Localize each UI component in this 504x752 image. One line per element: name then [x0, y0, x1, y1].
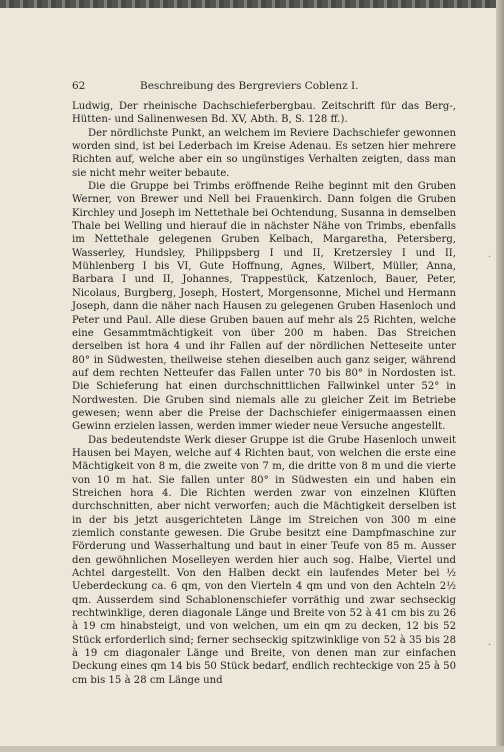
page-bottom-edge [0, 746, 504, 752]
paragraph: Der nördlichste Punkt, an welchem im Reviere Dachschiefer gewonnen worden sind, ist bei Lederbach im Kreise Adenau. Es setzen hier mehrere Richten auf, welche aber ein so ungünstiges Verhalten zeigten, dass man sie nicht mehr weiter bebaute. [72, 127, 456, 179]
page-number: 62 [72, 80, 86, 92]
paragraph: Ludwig, Der rheinische Dachschieferbergbau. Zeitschrift für das Berg-, Hütten- und Salinenwesen Bd. XV, Abth. B, S. 128 ff.). [72, 101, 456, 126]
paragraph: Die die Gruppe bei Trimbs eröffnende Reihe beginnt mit den Gruben Werner, von Brewer und Nell bei Frauenkirch. Dann folgen die Gruben Kirchley und Joseph im Nettethale bei Ochtendung, Susanna in demselben Thale bei Welling und hierauf die in nächster Nähe von Trimbs, ebenfalls im Nettethale gelegenen Gruben Kelbach, Margaretha, Petersberg, Wasserley, Hundsley, Philippsberg I und II, Kretzersley I und II, Mühlenberg I bis VI, Gute Hoffnung, Agnes, Wilbert, Müller, Anna, Barbara I und II, Johannes, Trappestück, Katzenloch, Bauer, Peter, Nicolaus, Burgberg, Joseph, Hostert, Morgensonne, Michel und Hermann Joseph, dann die näher nach Hausen zu gelegenen Gruben Hasenloch und Peter und Paul. Alle diese Gruben bauen auf mehr als 25 Richten, welche eine Gesammtmächtigkeit von über 200 m haben. Das Streichen derselben ist hora 4 und ihr Fallen auf der nördlichen Netteseite unter 80° in Südwesten, theilweise stehen dieselben auch ganz seiger, während auf dem rechten Netteufer das Fallen unter 70 bis 80° in Nordosten ist. Die Schieferung hat einen durchschnittlichen Fallwinkel unter 52° in Nordwesten. Die Gruben sind niemals alle zu gleicher Zeit im Betriebe gewesen; wenn aber die Preise der Dachschiefer einigermaassen einen Gewinn erzielen lassen, werden immer wieder neue Versuche angestellt. [72, 181, 456, 433]
margin-mark: · [488, 252, 492, 263]
paragraph: Das bedeutendste Werk dieser Gruppe ist die Grube Hasenloch unweit Hausen bei Mayen, welche auf 4 Richten baut, von welchen die erste eine Mächtigkeit von 8 m, die zweite von 7 m, die dritte von 8 m und die vierte von 10 m hat. Sie fallen unter 80° in Südwesten ein und haben ein Streichen hora 4. Die Richten werden zwar von einzelnen Klüften durchschnitten, aber nicht verworfen; auch die Mächtigkeit derselben ist in der bis jetzt ausgerichteten Länge im Streichen von 300 m eine ziemlich constante gewesen. Die Grube besitzt eine Dampfmaschine zur Förderung und Wasserhaltung und baut in einer Teufe von 85 m. Ausser den gewöhnlichen Moselleyen werden hier auch sog. Halbe, Viertel und Achtel dargestellt. Von den Halben deckt ein laufendes Meter bei ½ Ueberdeckung ca. 6 qm, von den Vierteln 4 qm und von den Achteln 2½ qm. Ausserdem sind Schablonenschiefer vorräthig und zwar sechseckig rechtwinklige, deren diagonale Länge und Breite von 52 à 41 cm bis zu 26 à 19 cm hinabsteigt, und von welchen, um ein qm zu decken, 12 bis 52 Stück erforderlich sind; ferner sechseckig spitzwinklige von 52 à 35 bis 28 à 19 cm diagonaler Länge und Breite, von denen man zur einfachen Deckung eines qm 14 bis 50 Stück bedarf, endlich rechteckige von 25 à 50 cm bis 15 à 28 cm Länge und [72, 434, 456, 686]
page-top-edge [0, 0, 504, 8]
margin-mark: · [488, 640, 492, 651]
running-title: Beschreibung des Bergreviers Coblenz I. [140, 80, 359, 92]
body-text [72, 100, 456, 687]
page-right-edge [496, 0, 504, 752]
